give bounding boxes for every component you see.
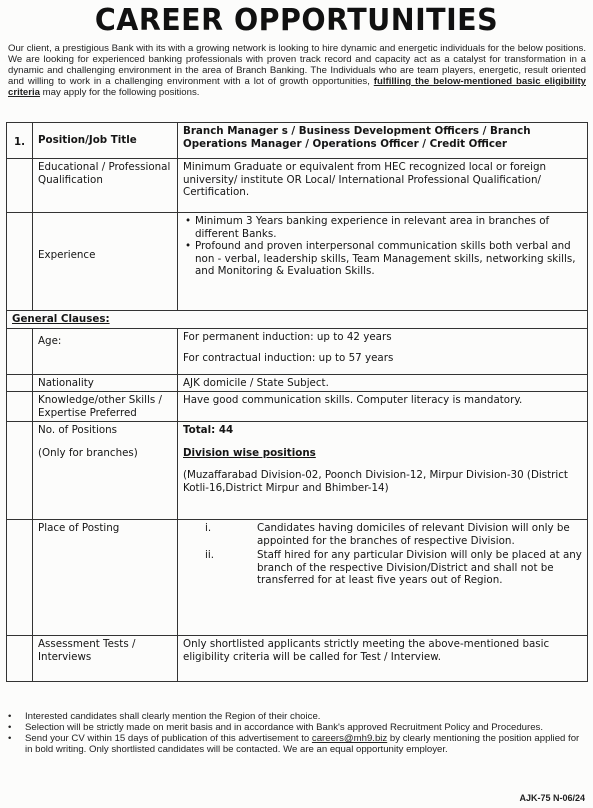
intro-text: Our client, a prestigious Bank with its with a growing network is looking to hire dynamic and energetic individuals for the below positions. We are looking for experienced banking professionals with proven track record and capacity act as a catalyst for transformation in a dynamic and challenging environment in the area of Branch Banking. The Individuals who are team players, energetic, result oriented and willing to work in a challenging environment with a lot of growth opportunities, [8,43,586,87]
positions-total: Total: 44 [183,424,234,436]
posting-value [178,520,588,636]
education-label: Educational / Professional Qualification [33,159,178,213]
age-contractual: For contractual induction: up to 57 years [183,352,394,364]
intro-tail: may apply for the following positions. [40,87,200,98]
list-item: • Profound and proven interpersonal communication skills both verbal and non - verbal, leadership skills, Team Management skills, networking skills, and Monitoring & Evaluation Skills. [195,240,582,278]
experience-label: Experience [33,213,178,311]
list-item: • Selection will be strictly made on merit basis and in accordance with Bank's approved Recruitment Policy and Procedures. [8,722,586,733]
table-row-position [7,123,588,159]
table-row-education [7,159,588,213]
table-row-experience [7,213,588,311]
requirements-table [6,122,588,682]
assessment-value: Only shortlisted applicants strictly meeting the above-mentioned basic eligibility criteria will be called for Test / Interview. [178,636,588,682]
table-row-positions [7,422,588,520]
item-number: i. [205,522,212,534]
list-item [8,733,586,755]
general-clauses-heading: General Clauses: [12,313,110,325]
age-label: Age: [33,328,178,374]
position-value: Branch Manager s / Business Development Officers / Branch Operations Manager / Operations Officer / Credit Officer [178,123,588,159]
experience-list [183,215,582,278]
skills-value: Have good communication skills. Computer literacy is mandatory. [178,392,588,422]
age-value [178,328,588,374]
item-text: Staff hired for any particular Division will only be placed at any branch of the respective Division/District and shall not be transferred for at least five years out of Region. [257,549,582,586]
list-item [183,549,582,587]
positions-label: No. of Positions [38,424,118,436]
table-row-age [7,328,588,374]
reference-code: AJK-75 N-06/24 [519,793,585,803]
assessment-label: Assessment Tests / Interviews [33,636,178,682]
row-number: 1. [7,123,33,159]
intro-paragraph [8,43,586,98]
intro-emphasis: fulfilling the below-mentioned basic eligibility criteria [8,76,586,98]
positions-sublabel: (Only for branches) [38,446,138,459]
cv-text-before: Send your CV within 15 days of publication of this advertisement to [25,733,312,744]
posting-label: Place of Posting [33,520,178,636]
list-item: • Interested candidates shall clearly mention the Region of their choice. [8,711,586,722]
table-row-skills [7,392,588,422]
footer-notes [8,711,586,755]
nationality-value: AJK domicile / State Subject. [178,374,588,392]
division-detail: (Muzaffarabad Division-02, Poonch Division-12, Mirpur Division-30 (District Kotli-16,District Mirpur and Bhimber-14) [183,469,568,494]
email-link[interactable]: careers@mh9.biz [311,733,388,744]
position-label: Position/Job Title [33,123,178,159]
positions-label-cell [33,422,178,520]
age-permanent: For permanent induction: up to 42 years [183,330,392,343]
division-heading: Division wise positions [183,446,316,459]
list-item [183,522,582,547]
education-value: Minimum Graduate or equivalent from HEC recognized local or foreign university/ institute OR Local/ International Professional Qualification/ Certification. [178,159,588,213]
item-text: Candidates having domiciles of relevant Division will only be appointed for the branches of respective Division. [257,522,570,547]
nationality-label: Nationality [33,374,178,392]
table-row-assessment [7,636,588,682]
table-row-general-clauses [7,311,588,329]
experience-value [178,213,588,311]
positions-value [178,422,588,520]
skills-label: Knowledge/other Skills / Expertise Preferred [33,392,178,422]
page-title: CAREER OPPORTUNITIES [94,3,499,38]
table-row-nationality [7,374,588,392]
item-number: ii. [205,549,214,561]
cv-text-after: by clearly mentioning the position applied for in bold writing. Only shortlisted candidates will be contacted. We are an equal opportunity employer. [25,733,580,755]
list-item: • Minimum 3 Years banking experience in relevant area in branches of different Banks. [195,215,582,240]
table-row-posting [7,520,588,636]
